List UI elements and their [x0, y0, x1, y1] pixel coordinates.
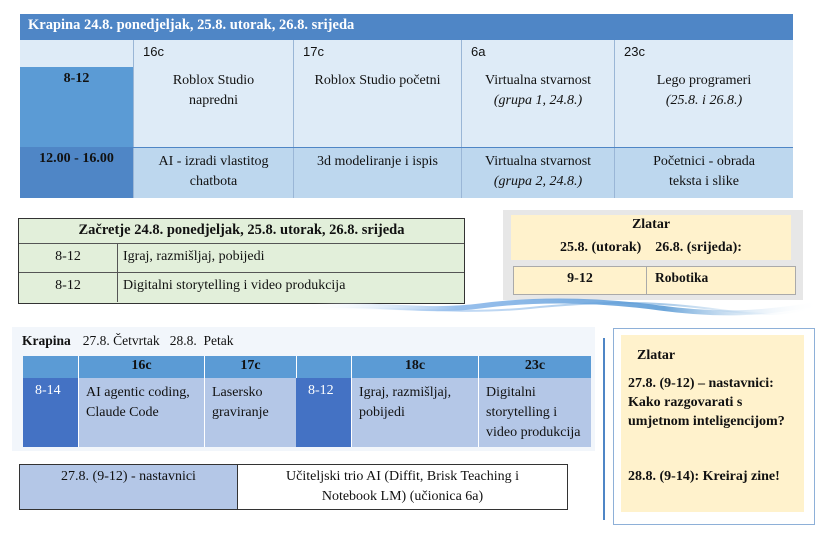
session-title: 3d modeliranje i ispis — [317, 154, 438, 169]
time-cell: 8-12 — [19, 244, 118, 272]
table-row — [19, 244, 464, 273]
header-16c: 16c — [78, 356, 204, 378]
session-title: Roblox Studio početni — [314, 73, 441, 88]
krapina-2-title — [22, 333, 234, 349]
activity-cell: Digitalni storytelling i video produkcija — [123, 278, 346, 293]
teacher-session-time: 27.8. (9-12) - nastavnici — [20, 465, 238, 509]
time-8-14: 8-14 — [23, 378, 78, 447]
desc-line: Učiteljski trio AI (Diffit, Brisk Teaching i — [286, 469, 519, 484]
session-cell — [133, 148, 293, 198]
session-cell: AI agentic coding, Claude Code — [78, 378, 204, 447]
place-name: Krapina — [22, 333, 71, 348]
session-cell — [293, 67, 461, 148]
session-cell — [133, 67, 293, 148]
zlatar-days: 25.8. (utorak) 26.8. (srijeda): — [560, 240, 742, 255]
time-8-12: 8-12 — [20, 67, 133, 148]
session-title: AI - izradi vlastitog — [158, 154, 269, 169]
header-16c: 16c — [133, 40, 293, 67]
zlatar-2-title: Zlatar — [637, 348, 676, 363]
header-23c: 23c — [478, 356, 591, 378]
session-cell — [461, 148, 614, 198]
day-list: 27.8. Četvrtak 28.8. Petak — [82, 333, 234, 348]
session-group: (grupa 2, 24.8.) — [493, 174, 583, 189]
session-cell: Lasersko graviranje — [204, 378, 296, 447]
header-empty — [23, 356, 78, 378]
time-cell: 8-12 — [19, 273, 118, 302]
header-17c: 17c — [204, 356, 296, 378]
time-cell: 9-12 — [514, 267, 647, 294]
session-cell — [461, 67, 614, 148]
session-title: Lego programeri — [656, 73, 752, 88]
krapina-schedule-title: Krapina 24.8. ponedjeljak, 25.8. utorak, 26.8. srijeda — [20, 14, 793, 40]
session-cell: Digitalni storytelling i video produkcija — [478, 378, 591, 447]
zacretje-title: Začretje 24.8. ponedjeljak, 25.8. utorak, 26.8. srijeda — [19, 219, 464, 244]
vertical-divider — [603, 338, 605, 520]
zlatar-2-teacher-session: 27.8. (9-12) – nastavnici: Kako razgovarati s umjetnom inteligencijom? — [628, 376, 785, 429]
session-group: (grupa 1, 24.8.) — [493, 93, 583, 108]
session-cell — [614, 148, 793, 198]
wave-decoration — [300, 296, 820, 318]
session-title: Virtualna stvarnost — [484, 73, 592, 88]
header-17c: 17c — [293, 40, 461, 67]
header-empty — [296, 356, 351, 378]
session-detail: teksta i slike — [669, 174, 739, 189]
header-6a: 6a — [461, 40, 614, 67]
session-dates: (25.8. i 26.8.) — [665, 93, 743, 108]
zlatar-title: Zlatar — [631, 217, 671, 232]
session-title: Roblox Studio — [172, 73, 255, 88]
session-detail: chatbota — [189, 174, 238, 189]
header-18c: 18c — [351, 356, 478, 378]
teacher-session-desc — [238, 465, 567, 509]
zacretje-schedule — [18, 218, 465, 304]
session-cell — [614, 67, 793, 148]
activity-cell: Robotika — [655, 270, 709, 285]
table-row — [513, 266, 796, 295]
corner-header-cell — [20, 40, 133, 67]
teacher-session-table — [19, 464, 568, 510]
header-23c: 23c — [614, 40, 793, 67]
desc-line: Notebook LM) (učionica 6a) — [321, 489, 484, 504]
session-cell — [293, 148, 461, 198]
session-title: Početnici - obrada — [653, 154, 755, 169]
session-detail: napredni — [189, 93, 238, 108]
session-cell: Igraj, razmišljaj, pobijedi — [351, 378, 478, 447]
session-title: Virtualna stvarnost — [484, 154, 592, 169]
activity-cell: Igraj, razmišljaj, pobijedi — [123, 249, 265, 264]
time-12-16: 12.00 - 16.00 — [20, 148, 133, 198]
zlatar-2-zine-session: 28.8. (9-14): Kreiraj zine! — [628, 469, 780, 484]
time-8-12: 8-12 — [296, 378, 351, 447]
